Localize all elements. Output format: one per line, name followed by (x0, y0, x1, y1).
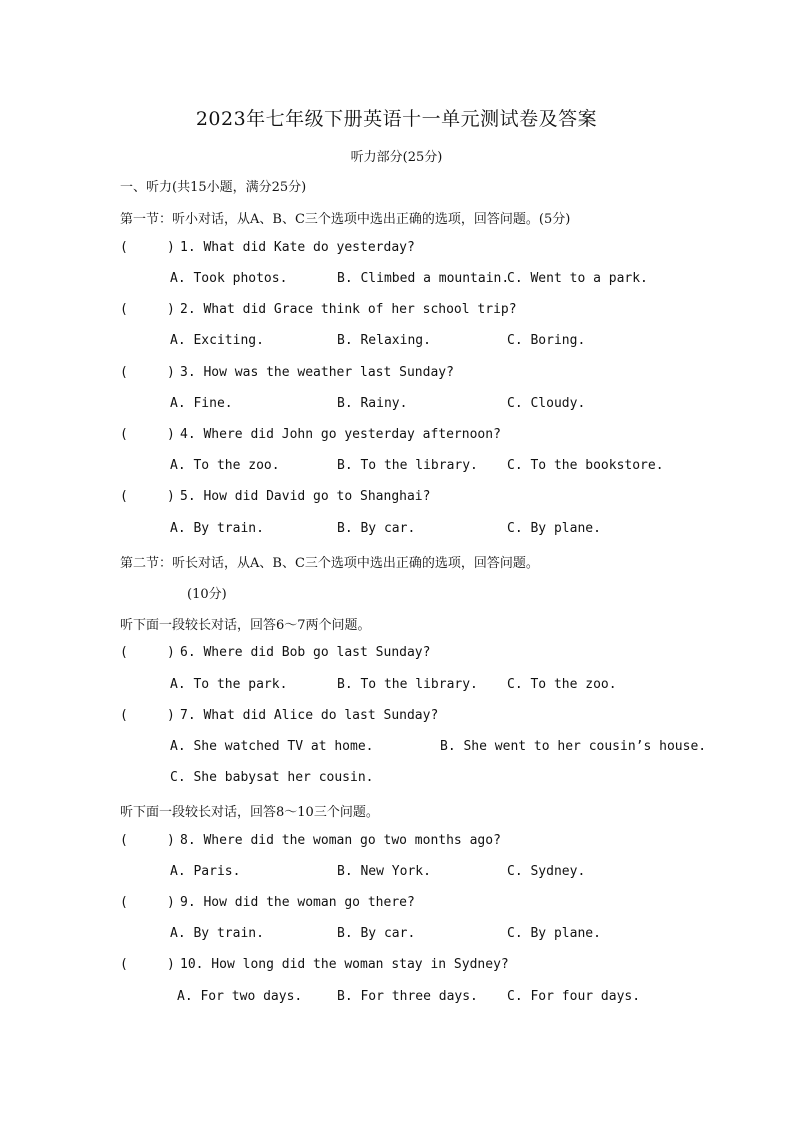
option-b: B. To the library. (337, 677, 478, 692)
page-title: 2023年七年级下册英语十一单元测试卷及答案 (195, 108, 598, 130)
question-9: ( ) 9. How did the woman go there? (120, 895, 415, 910)
option-b: B. For three days. (337, 989, 478, 1004)
option-c: C. Boring. (507, 333, 586, 348)
option-c: C. Cloudy. (507, 396, 586, 411)
dialogue-intro-8-10: 听下面一段较长对话，回答8～10三个问题。 (120, 805, 379, 820)
option-c: C. She babysat her cousin. (170, 770, 374, 785)
question-10: ( ) 10. How long did the woman stay in Sydney? (120, 957, 509, 972)
option-a: A. To the park. (170, 677, 288, 692)
question-4: ( ) 4. Where did John go yesterday afternoon? (120, 427, 501, 442)
option-b: B. Climbed a mountain. (337, 271, 510, 286)
question-5: ( ) 5. How did David go to Shanghai? (120, 489, 431, 504)
option-b: B. She went to her cousin’s house. (440, 739, 707, 754)
option-c: C. Went to a park. (507, 271, 648, 286)
answer-blank[interactable]: ( ) (120, 708, 175, 723)
answer-blank[interactable]: ( ) (120, 240, 175, 255)
question-1: ( ) 1. What did Kate do yesterday? (120, 240, 415, 255)
option-c: C. By plane. (507, 521, 601, 536)
question-7: ( ) 7. What did Alice do last Sunday? (120, 708, 439, 723)
part1-instruction: 第一节：听小对话，从A、B、C三个选项中选出正确的选项，回答问题。(5分) (120, 212, 571, 227)
option-c: C. Sydney. (507, 864, 586, 879)
option-b: B. New York. (337, 864, 431, 879)
option-a: A. She watched TV at home. (170, 739, 374, 754)
dialogue-intro-6-7: 听下面一段较长对话，回答6～7两个问题。 (120, 618, 371, 633)
option-a: A. Took photos. (170, 271, 288, 286)
option-a: A. By train. (170, 926, 264, 941)
option-b: B. By car. (337, 521, 416, 536)
answer-blank[interactable]: ( ) (120, 957, 175, 972)
answer-blank[interactable]: ( ) (120, 302, 175, 317)
option-c: C. To the zoo. (507, 677, 617, 692)
answer-blank[interactable]: ( ) (120, 833, 175, 848)
option-c: C. By plane. (507, 926, 601, 941)
option-a: A. By train. (170, 521, 264, 536)
option-a: A. Fine. (170, 396, 233, 411)
option-a: A. Exciting. (170, 333, 264, 348)
option-a: A. For two days. (177, 989, 303, 1004)
option-a: A. To the zoo. (170, 458, 280, 473)
page-subtitle: 听力部分(25分) (350, 150, 443, 165)
answer-blank[interactable]: ( ) (120, 427, 175, 442)
option-b: B. By car. (337, 926, 416, 941)
option-c: C. For four days. (507, 989, 641, 1004)
answer-blank[interactable]: ( ) (120, 365, 175, 380)
question-2: ( ) 2. What did Grace think of her school trip? (120, 302, 517, 317)
part2-score: (10分) (187, 587, 227, 602)
option-b: B. To the library. (337, 458, 478, 473)
option-a: A. Paris. (170, 864, 241, 879)
answer-blank[interactable]: ( ) (120, 645, 175, 660)
option-b: B. Rainy. (337, 396, 408, 411)
part2-instruction: 第二节：听长对话，从A、B、C三个选项中选出正确的选项，回答问题。 (120, 556, 539, 571)
question-8: ( ) 8. Where did the woman go two months ago? (120, 833, 501, 848)
option-b: B. Relaxing. (337, 333, 431, 348)
question-3: ( ) 3. How was the weather last Sunday? (120, 365, 454, 380)
answer-blank[interactable]: ( ) (120, 895, 175, 910)
option-c: C. To the bookstore. (507, 458, 664, 473)
question-6: ( ) 6. Where did Bob go last Sunday? (120, 645, 431, 660)
section-heading: 一、听力(共15小题，满分25分) (120, 180, 307, 195)
answer-blank[interactable]: ( ) (120, 489, 175, 504)
